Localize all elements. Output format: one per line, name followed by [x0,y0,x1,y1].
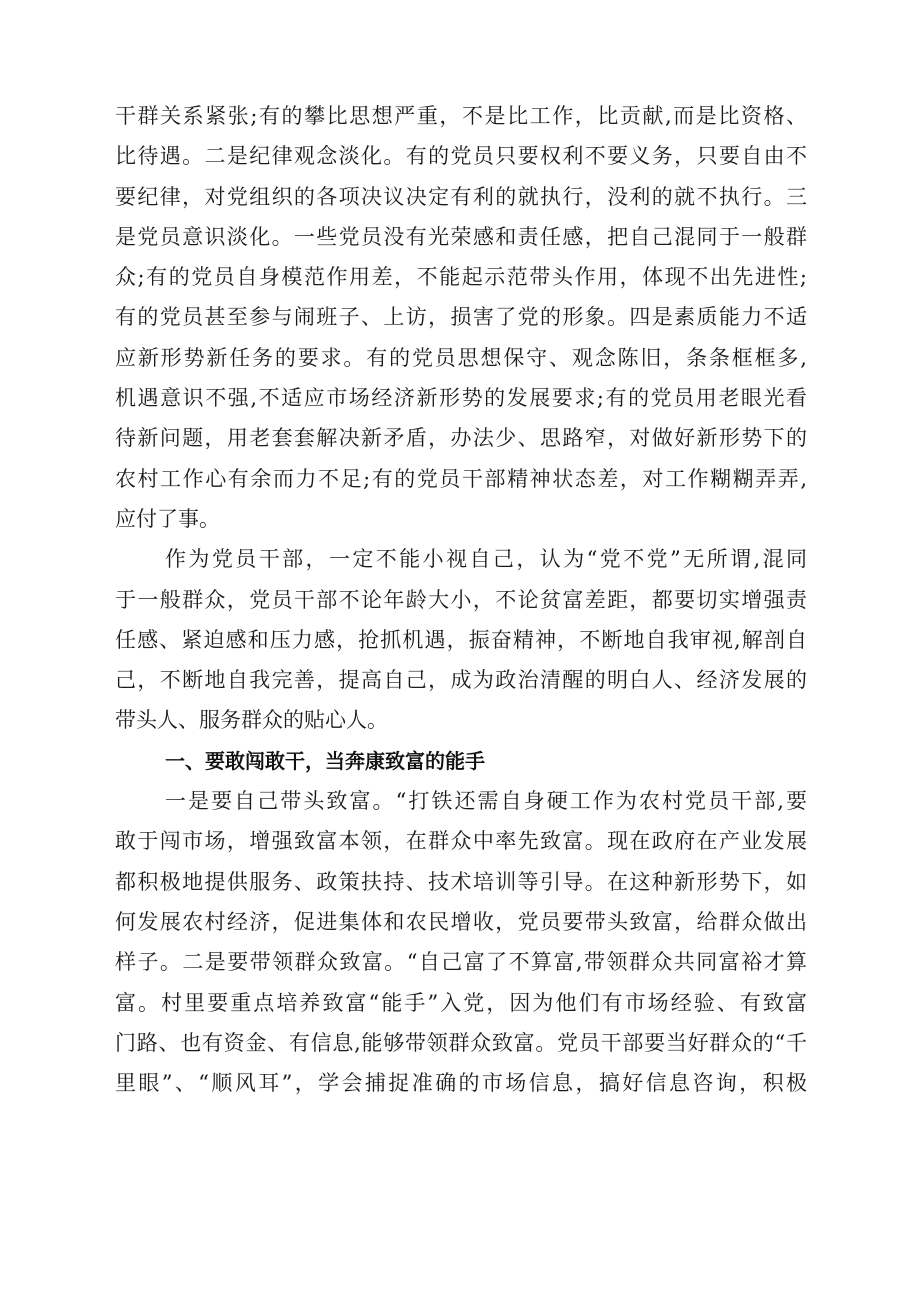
text-line: 任感、紧迫感和压力感，抢抓机遇，振奋精神，不断地自我审视,解剖自 [115,627,807,652]
text-line: 样子。二是要带领群众致富。“自己富了不算富,带领群众共同富裕才算 [115,950,807,975]
document-body [115,96,807,1103]
text-line: 应新形势新任务的要求。有的党员思想保守、观念陈旧，条条框框多, [115,345,807,370]
text-line: 于一般群众，党员干部不论年龄大小，不论贫富差距，都要切实增强责 [115,587,807,612]
text-line: 里眼”、“顺风耳”，学会捕捉准确的市场信息，搞好信息咨询，积极 [115,1071,807,1096]
paragraph-problems [115,96,807,539]
text-line: 何发展农村经济，促进集体和农民增收，党员要带头致富，给群众做出 [115,909,807,934]
paragraph-party-cadres [115,539,807,740]
text-line: 农村工作心有余而力不足;有的党员干部精神状态差，对工作糊糊弄弄, [115,466,807,491]
text-line: 富。村里要重点培养致富“能手”入党，因为他们有市场经验、有致富 [115,990,807,1015]
text-line: 门路、也有资金、有信息,能够带领群众致富。党员干部要当好群众的“千 [115,1030,807,1055]
text-line: 众;有的党员自身模范作用差，不能起示范带头作用，体现不出先进性; [115,265,807,290]
text-line: 是党员意识淡化。一些党员没有光荣感和责任感，把自己混同于一般群 [115,224,807,249]
text-line: 都积极地提供服务、政策扶持、技术培训等引导。在这种新形势下，如 [115,869,807,894]
text-line: 作为党员干部，一定不能小视自己，认为“党不党”无所谓,混同 [165,547,807,572]
text-line: 敢于闯市场，增强致富本领，在群众中率先致富。现在政府在产业发展 [115,829,807,854]
text-line: 待新问题，用老套套解决新矛盾，办法少、思路窄，对做好新形势下的 [115,426,807,451]
text-line: 一是要自己带头致富。“打铁还需自身硬工作为农村党员干部,要 [165,789,807,814]
text-line: 己，不断地自我完善，提高自己，成为政治清醒的明白人、经济发展的 [115,668,807,693]
text-line: 应付了事。 [115,506,220,531]
text-line: 比待遇。二是纪律观念淡化。有的党员只要权利不要义务，只要自由不 [115,144,807,169]
section-heading: 一、要敢闯敢干，当奔康致富的能手 [165,748,485,773]
text-line: 带头人、服务群众的贴心人。 [115,708,388,733]
text-line: 要纪律，对党组织的各项决议决定有利的就执行，没利的就不执行。三 [115,184,807,209]
text-line: 有的党员甚至参与闹班子、上访，损害了党的形象。四是素质能力不适 [115,305,807,330]
text-line: 干群关系紧张;有的攀比思想严重，不是比工作，比贡献,而是比资格、 [115,104,807,128]
text-line: 机遇意识不强,不适应市场经济新形势的发展要求;有的党员用老眼光看 [115,386,807,411]
paragraph-getting-rich [115,781,807,1103]
